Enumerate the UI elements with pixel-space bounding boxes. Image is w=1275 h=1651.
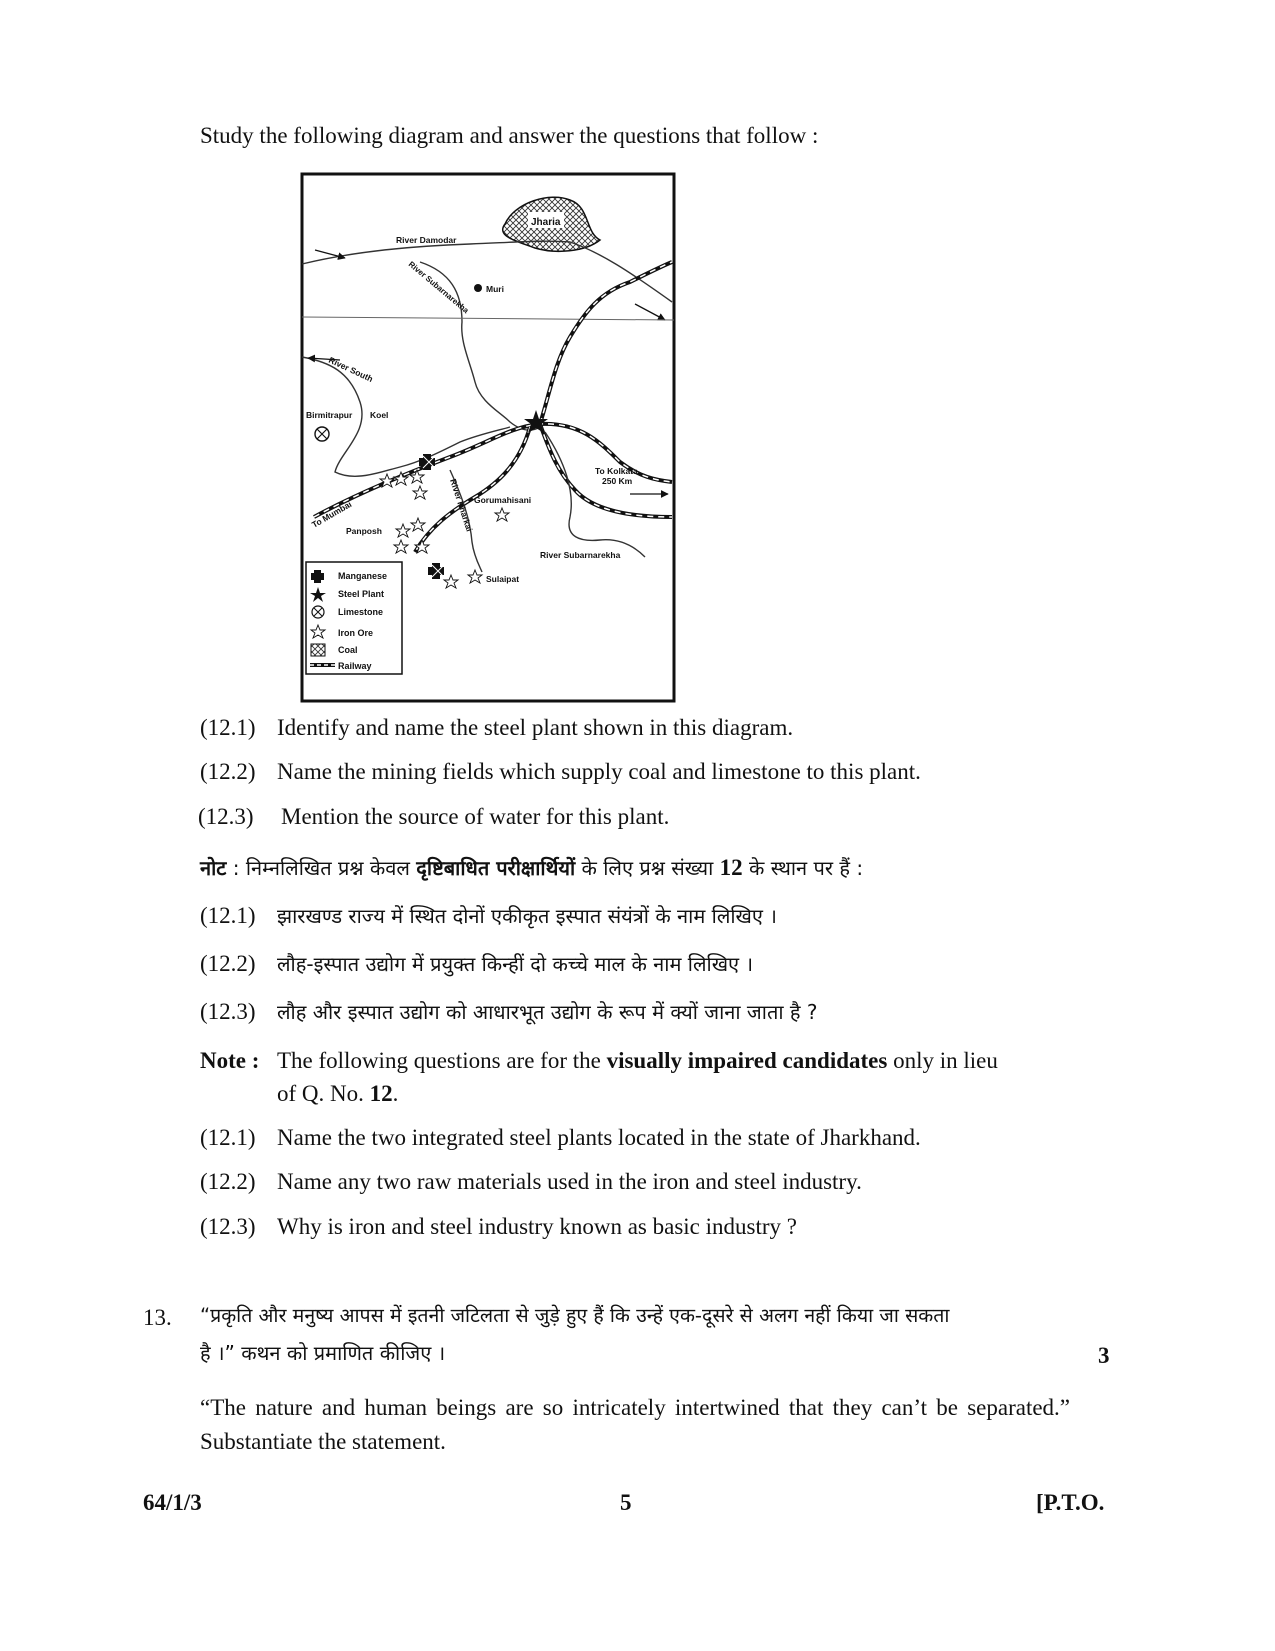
svg-text:To Mumbai: To Mumbai — [310, 498, 354, 530]
footer-pto: [P.T.O. — [1036, 1490, 1105, 1515]
footer-page-number: 5 — [620, 1490, 632, 1515]
footer-code: 64/1/3 — [143, 1490, 202, 1515]
svg-text:250 Km: 250 Km — [602, 476, 633, 486]
legend-coal: Coal — [338, 645, 358, 655]
q13-number: 13. — [143, 1305, 172, 1330]
legend-railway: Railway — [338, 661, 372, 671]
hindi-note: नोट : निम्नलिखित प्रश्न केवल दृष्टिबाधित परीक्षार्थियों के लिए प्रश्न संख्या 12 के स्थान पर हैं : — [200, 855, 864, 880]
vi-q12-2-number: (12.2) — [200, 1169, 256, 1194]
vi-q12-3-text: Why is iron and steel industry known as basic industry ? — [277, 1214, 797, 1239]
svg-text:To Kolkata: To Kolkata — [595, 466, 638, 476]
q13-marks: 3 — [1098, 1343, 1110, 1368]
vi-q12-1-text: Name the two integrated steel plants located in the state of Jharkhand. — [277, 1125, 921, 1150]
svg-text:Panposh: Panposh — [346, 526, 382, 536]
q12-1-number: (12.1) — [200, 715, 256, 740]
hindi-q12-3-text: लौह और इस्पात उद्योग को आधारभूत उद्योग के रूप में क्यों जाना जाता है ? — [277, 1000, 818, 1024]
legend-steel-plant: Steel Plant — [338, 589, 385, 599]
hindi-q12-1-text: झारखण्ड राज्य में स्थित दोनों एकीकृत इस्पात संयंत्रों के नाम लिखिए । — [277, 904, 777, 928]
q12-2-text: Name the mining fields which supply coal and limestone to this plant. — [277, 759, 921, 784]
svg-text:Gorumahisani: Gorumahisani — [474, 495, 532, 505]
english-note-line1: The following questions are for the visually impaired candidates only in lieu — [277, 1048, 998, 1073]
svg-text:River Subarnarekha: River Subarnarekha — [406, 259, 471, 316]
hindi-q12-3-number: (12.3) — [200, 999, 256, 1024]
svg-text:Muri: Muri — [486, 284, 504, 294]
q13-hindi-line2: है ।” कथन को प्रमाणित कीजिए । — [200, 1341, 446, 1365]
q12-2-number: (12.2) — [200, 759, 256, 784]
vi-q12-2-text: Name any two raw materials used in the iron and steel industry. — [277, 1169, 862, 1194]
legend-limestone: Limestone — [338, 607, 384, 617]
hindi-q12-2-number: (12.2) — [200, 951, 256, 976]
q12-1-text: Identify and name the steel plant shown in this diagram. — [277, 715, 794, 740]
svg-text:River Damodar: River Damodar — [396, 235, 457, 245]
legend-iron-ore: Iron Ore — [338, 628, 374, 638]
svg-text:River South: River South — [327, 354, 375, 384]
label-jharia: Jharia — [531, 217, 561, 228]
svg-text:Koel: Koel — [370, 410, 389, 420]
q12-3-text: Mention the source of water for this plant. — [281, 804, 670, 829]
intro-text: Study the following diagram and answer the questions that follow : — [200, 123, 819, 148]
muri-dot — [474, 284, 482, 292]
hindi-q12-2-text: लौह-इस्पात उद्योग में प्रयुक्त किन्हीं दो कच्चे माल के नाम लिखिए । — [277, 952, 754, 976]
map-legend — [306, 562, 402, 674]
q12-3-number: (12.3) — [198, 804, 254, 829]
steel-plant-map — [300, 172, 684, 708]
english-note-label: Note : — [200, 1048, 260, 1073]
hindi-q12-1-number: (12.1) — [200, 903, 256, 928]
legend-manganese: Manganese — [338, 571, 388, 581]
svg-text:Birmitrapur: Birmitrapur — [306, 410, 353, 420]
svg-text:River Subarnarekha: River Subarnarekha — [540, 550, 621, 560]
svg-text:River Kharkai: River Kharkai — [448, 477, 475, 533]
vi-q12-1-number: (12.1) — [200, 1125, 256, 1150]
svg-text:Sulaipat: Sulaipat — [486, 574, 520, 584]
q13-hindi-line1: “प्रकृति और मनुष्य आपस में इतनी जटिलता से जुड़े हुए हैं कि उन्हें एक-दूसरे से अलग नहीं किया जा सकता — [200, 1304, 950, 1327]
vi-q12-3-number: (12.3) — [200, 1214, 256, 1239]
q13-english-text: “The nature and human beings are so intricately intertwined that they can’t be separated.” Substantiate the statement. — [200, 1395, 1070, 1454]
english-note-line2: of Q. No. 12. — [277, 1081, 399, 1106]
